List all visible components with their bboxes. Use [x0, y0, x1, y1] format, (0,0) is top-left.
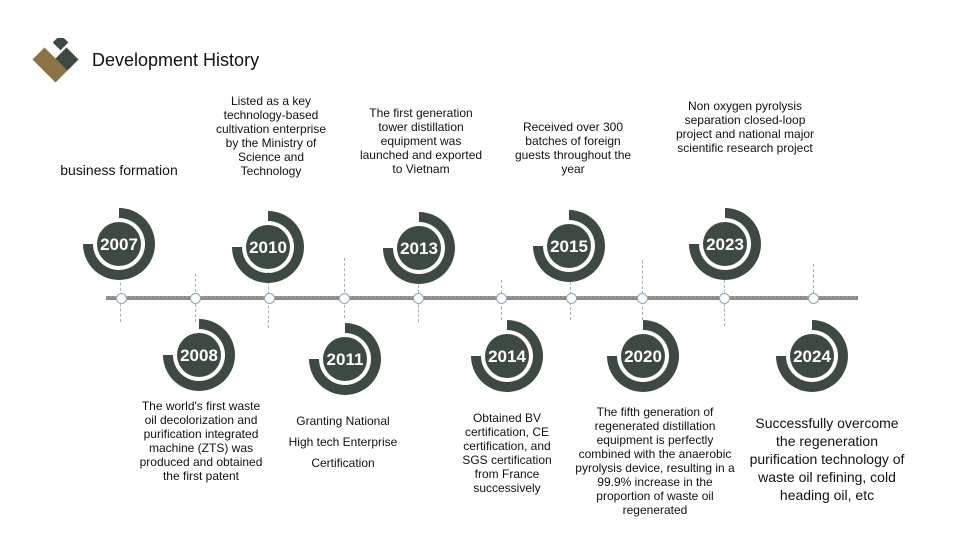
milestone-text-2015: Received over 300 batches of foreign guests throughout the year — [514, 120, 632, 176]
milestone-text-2023: Non oxygen pyrolysis separation closed-loop project and national major scientific research project — [675, 99, 815, 155]
timeline-node — [808, 293, 819, 304]
milestone-text-2024: Successfully overcome the regeneration purification technology of waste oil refining, cold heading oil, etc — [749, 415, 905, 503]
timeline-node — [496, 293, 507, 304]
year-label: 2013 — [400, 239, 438, 258]
timeline-node — [264, 293, 275, 304]
year-label: 2010 — [249, 238, 287, 257]
year-label: 2011 — [326, 350, 364, 369]
timeline-node — [637, 293, 648, 304]
timeline-line — [106, 292, 858, 304]
page-title: Development History — [92, 50, 260, 70]
milestone-text-2013: The first generation tower distillation equipment was launched and exported to Vietnam — [359, 106, 483, 176]
timeline-node — [116, 293, 127, 304]
year-label: 2014 — [488, 347, 526, 366]
stem — [642, 260, 643, 320]
milestone-text-2007: business formation — [60, 162, 178, 178]
year-label: 2007 — [100, 235, 138, 254]
timeline-node — [190, 293, 201, 304]
milestone-text-2014: Obtained BV certification, CE certification, and SGS certification from France successively — [462, 411, 552, 495]
timeline-node — [719, 293, 730, 304]
milestone-text-2020: The fifth generation of regenerated distillation equipment is perfectly combined with the anaerobic pyrolysis device, resulting in a 99.9% increase in the proportion of waste oil regenerated — [575, 405, 735, 517]
milestone-text-2010: Listed as a key technology-based cultivation enterprise by the Ministry of Science and Technology — [215, 94, 327, 178]
milestone-text-2011: Granting National High tech Enterprise Certification — [288, 414, 398, 470]
timeline-node — [339, 293, 350, 304]
stem — [344, 258, 345, 318]
timeline-node — [566, 293, 577, 304]
year-label: 2015 — [550, 237, 588, 256]
company-logo — [31, 38, 83, 84]
milestone-text-2008: The world's first waste oil decolorization and purification integrated machine (ZTS) was produced and obtained the first patent — [139, 399, 263, 483]
year-label: 2024 — [793, 347, 831, 366]
year-label: 2023 — [706, 235, 744, 254]
year-label: 2008 — [180, 346, 218, 365]
timeline-node — [413, 293, 424, 304]
year-label: 2020 — [624, 347, 662, 366]
